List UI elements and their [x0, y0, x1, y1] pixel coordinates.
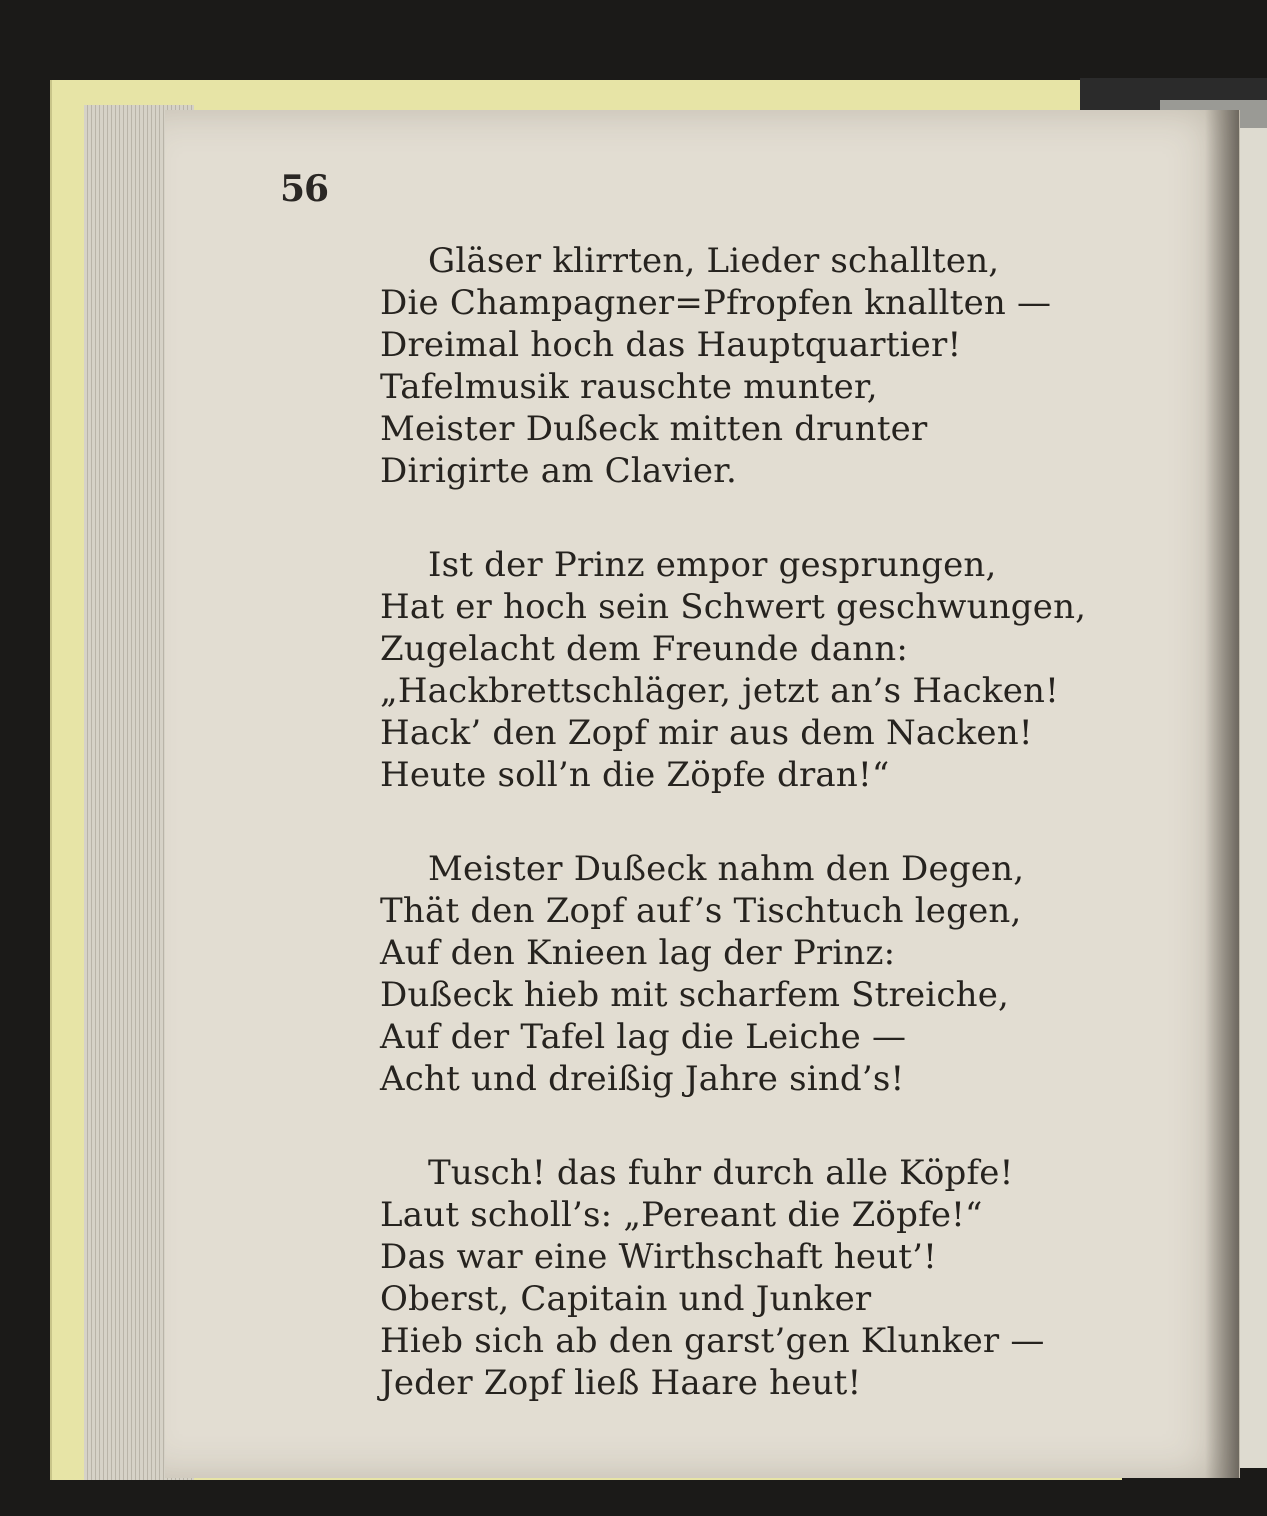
poem-line: Heute soll’n die Zöpfe dran!“ — [380, 755, 890, 795]
poem-line: Dreimal hoch das Hauptquartier! — [380, 325, 962, 365]
poem-line: Laut scholl’s: „Pereant die Zöpfe!“ — [380, 1195, 983, 1235]
poem-line: Hieb sich ab den garst’gen Klunker — — [380, 1321, 1045, 1361]
poem-line: Acht und dreißig Jahre sind’s! — [380, 1059, 905, 1099]
page-number: 56 — [280, 168, 329, 210]
poem-line: Oberst, Capitain und Junker — [380, 1279, 872, 1319]
poem-line: Gläser klirrten, Lieder schallten, — [428, 241, 1000, 281]
poem-line: Auf der Tafel lag die Leiche — — [380, 1017, 907, 1057]
poem-line: Thät den Zopf auf’s Tischtuch legen, — [380, 891, 1022, 931]
stanza — [380, 1152, 1045, 1404]
poem-text — [380, 240, 1087, 1456]
poem-line: Auf den Knieen lag der Prinz: — [380, 933, 896, 973]
poem-line: Das war eine Wirthschaft heut’! — [380, 1237, 938, 1277]
poem-line: Ist der Prinz empor gesprungen, — [428, 545, 997, 585]
poem-line: Meister Dußeck nahm den Degen, — [428, 849, 1025, 889]
poem-line: Tusch! das fuhr durch alle Köpfe! — [428, 1153, 1014, 1193]
stanza — [380, 240, 1052, 492]
poem-line: Hat er hoch sein Schwert geschwungen, — [380, 587, 1087, 627]
poem-line: Zugelacht dem Freunde dann: — [380, 629, 909, 669]
poem-line: „Hackbrettschläger, jetzt an’s Hacken! — [380, 671, 1059, 711]
stanza — [380, 848, 1040, 1100]
poem-line: Meister Dußeck mitten drunter — [380, 409, 928, 449]
poem-line: Dirigirte am Clavier. — [380, 451, 737, 491]
page-gutter-shadow — [1205, 110, 1239, 1478]
poem-line: Die Champagner=Pfropfen knallten — — [380, 283, 1052, 323]
poem-line: Dußeck hieb mit scharfem Streiche, — [380, 975, 1010, 1015]
poem-line: Hack’ den Zopf mir aus dem Nacken! — [380, 713, 1033, 753]
poem-line: Jeder Zopf ließ Haare heut! — [380, 1363, 862, 1403]
poem-line: Tafelmusik rauschte munter, — [380, 367, 878, 407]
stanza — [380, 544, 1087, 796]
